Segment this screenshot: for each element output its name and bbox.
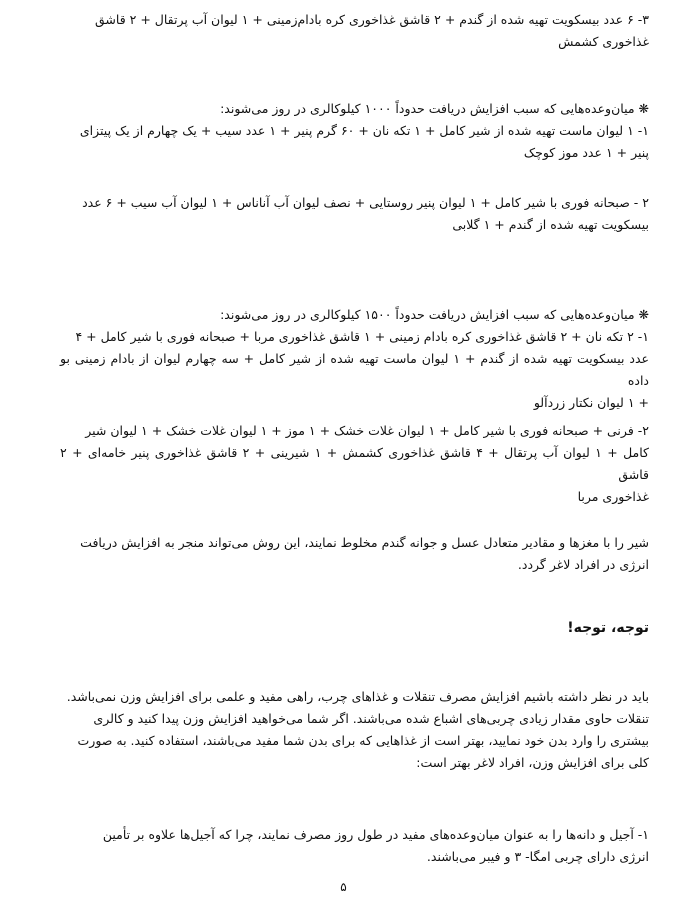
paragraph-1500-kcal-option-2 [60, 420, 649, 508]
paragraph-1500-kcal-snacks [60, 304, 649, 414]
text-line: غذاخوری کشمش [558, 34, 649, 49]
text-line: شیر را با مغزها و مقادیر متعادل عسل و جوانه گندم مخلوط نمایند، این روش می‌تواند منجر به افزایش دریافت [80, 535, 649, 550]
text-line: پنیر + ۱ عدد موز کوچک [523, 145, 649, 160]
text-line: تنقلات حاوی مقدار زیادی چربی‌های اشباع شده می‌باشند. اگر شما می‌خواهید افزایش وزن پیدا کنید و کالری [93, 711, 649, 726]
text-line: بیسکویت تهیه شده از گندم + ۱ گلابی [452, 217, 649, 232]
text-line: ۲ - صبحانه فوری با شیر کامل + ۱ لیوان پنیر روستایی + نصف لیوان آب آناناس + ۱ لیوان آب سیب + ۶ عدد [82, 195, 649, 210]
paragraph-1000-kcal-snacks [60, 98, 649, 164]
text-line: + ۱ لیوان نکتار زردآلو [533, 395, 649, 410]
text-line: ۲- فرنی + صبحانه فوری با شیر کامل + ۱ لیوان غلات خشک + ۱ موز + ۱ لیوان غلات خشک + ۱ لیوان شیر [85, 423, 649, 438]
text-line: ۱- ۱ لیوان ماست تهیه شده از شیر کامل + ۱ تکه نان + ۶۰ گرم پنیر + ۱ عدد سیب + یک چهارم از یک پیتزای [79, 123, 649, 138]
paragraph-milk-mix [60, 532, 649, 576]
text-line: کلی برای افزایش وزن، افراد لاغر بهتر است: [416, 755, 649, 770]
paragraph-1000-kcal-option-2 [60, 192, 649, 236]
text-line: انرژی دارای چربی امگا- ۳ و فیبر می‌باشند. [426, 849, 649, 864]
text-line: ❋ میان‌وعده‌هایی که سبب افزایش دریافت حدوداً ۱۰۰۰ کیلوکالری در روز می‌شوند: [220, 101, 649, 116]
text-line: عدد بیسکویت تهیه شده از گندم + ۱ لیوان ماست تهیه شده از شیر کامل + سه چهارم لیوان از بادام زمینی بو داده [60, 351, 649, 388]
paragraph-nuts-seeds [60, 824, 649, 868]
text-line: ❋ میان‌وعده‌هایی که سبب افزایش دریافت حدوداً ۱۵۰۰ کیلوکالری در روز می‌شوند: [220, 307, 649, 322]
text-line: باید در نظر داشته باشیم افزایش مصرف تنقلات و غذاهای چرب، راهی مفید و علمی برای افزایش وزن نمی‌باشد. [66, 689, 649, 704]
text-line: ۳- ۶ عدد بیسکویت تهیه شده از گندم + ۲ قاشق غذاخوری کره بادام‌زمینی + ۱ لیوان آب پرتقال + ۲ قاشق [94, 12, 649, 27]
page-number: ۵ [340, 880, 347, 894]
text-line: ۱- آجیل و دانه‌ها را به عنوان میان‌وعده‌های مفید در طول روز مصرف نمایند، چرا که آجیل‌ها علاوه بر تأمین [102, 827, 649, 842]
text-line: غذاخوری مربا [577, 489, 649, 504]
paragraph-snack-warning [60, 686, 649, 774]
paragraph-snack-option-3 [60, 9, 649, 53]
section-heading: توجه، توجه! [567, 620, 649, 636]
text-line: بیشتری را وارد بدن خود نمایید، بهتر است از غذاهایی که برای بدن شما مفید می‌باشند، استفاده کنید. به صورت [77, 733, 649, 748]
text-line: کامل + ۱ لیوان آب پرتقال + ۴ قاشق غذاخوری کشمش + ۱ شیرینی + ۲ قاشق غذاخوری پنیر خامه‌ای + ۲ قاشق [60, 445, 649, 482]
text-line: ۱- ۲ تکه نان + ۲ قاشق غذاخوری کره بادام زمینی + ۱ قاشق غذاخوری مربا + صبحانه فوری با شیر کامل + ۴ [75, 329, 649, 344]
text-line: انرژی در افراد لاغر گردد. [517, 557, 649, 572]
